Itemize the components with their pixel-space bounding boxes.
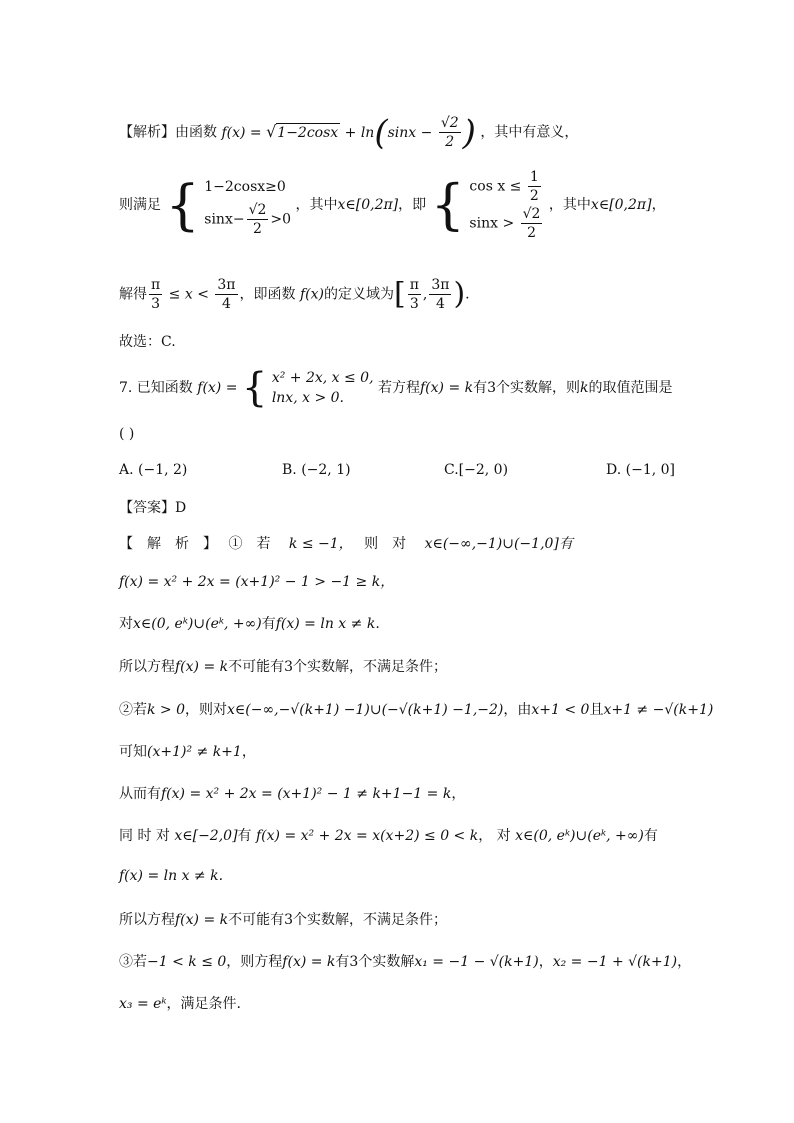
q7-row-2: lnx, x > 0. (271, 390, 344, 406)
solution-line-2: f(x) = x² + 2x = (x+1)² − 1 > −1 ≥ k， (119, 574, 395, 590)
pick-line: 故选：C. (119, 334, 176, 350)
condition-range-2: x∈[0,2π] (590, 197, 652, 213)
solve-middle: ，即函数 (239, 286, 296, 303)
analysis-line-1 (119, 114, 684, 154)
condition-system-1: { 1−2cosx≥0 sinx− $\frac{√2}{2}$ >0 (165, 173, 292, 237)
condition-mid-2: ，即 (398, 197, 427, 213)
analysis-tail: ，其中有意义， (480, 124, 579, 141)
condition-prefix: 则满足 (119, 197, 161, 213)
condition-row-4: sinx > $\frac{√2}{2}$ (469, 206, 541, 241)
condition-mid-3: ，其中 (548, 197, 591, 213)
choice-a: A. (−1, 2) (119, 462, 188, 478)
solution-line-10: 所以方程f(x) = k不可能有3个实数解，不满足条件； (119, 912, 448, 928)
choice-c: C.[−2, 0) (444, 462, 509, 478)
analysis-intro: 由函数 (175, 124, 217, 141)
solution-line-7: 从而有f(x) = x² + 2x = (x+1)² − 1 ≠ k+1−1 = k， (119, 786, 466, 802)
answer-line: 【答案】D (119, 500, 187, 516)
condition-range-1: x∈[0,2π] (337, 197, 399, 213)
q7-paren: ( ) (119, 426, 135, 442)
choice-d: D. (−1, 0] (606, 462, 676, 478)
q7-text2: 有3个实数解，则 (473, 380, 581, 396)
choice-b: B. (−2, 1) (282, 462, 351, 478)
question-number: 7. 已知函数 (119, 380, 193, 396)
condition-line: 则满足 { 1−2cosx≥0 sinx− $\frac{√2}{2}$ >0 ，其中x∈[0,2π]，即 { cos x ≤ $\frac{1}{2}$ sinx > $\frac{√2}{2}$ ，其中x∈[0,2π]， (119, 169, 666, 241)
condition-row-3: cos x ≤ $\frac{1}{2}$ (469, 169, 539, 204)
function-expression: f(x) = √1−2cosx + ln(sinx − $\frac{√2}{2}$ ) (221, 112, 476, 153)
analysis-label: 【解析】 (119, 124, 175, 141)
solution-line-5: ②若k > 0，则对x∈(−∞,−√(k+1) −1)∪(−√(k+1) −1,−2)，由x+1 < 0且x+1 ≠ −√(k+1) (119, 702, 714, 718)
solve-prefix: 解得 (119, 286, 147, 303)
q7-text: 若方程 (378, 380, 420, 396)
solve-domain-text: 的定义域为 (323, 286, 394, 303)
q7-eq: f(x) = k (420, 380, 474, 396)
solution-line-6: 可知(x+1)² ≠ k+1， (119, 744, 256, 760)
condition-system-2: { cos x ≤ $\frac{1}{2}$ sinx > $\frac{√2}{2}$ (431, 168, 545, 242)
solve-line: 解得 $\frac{\pi}{3}$ ≤ x < $\frac{3\pi}{4}$ ，即函数 f(x)的定义域为[ $\frac{\pi}{3}$ , $\frac{3\pi}{4}$ ). (119, 276, 470, 312)
condition-row-1: 1−2cosx≥0 (204, 178, 286, 195)
solution-line-9: f(x) = ln x ≠ k. (119, 868, 224, 884)
solution-line-8: 同 时 对 x∈[−2,0]有 f(x) = x² + 2x = x(x+2) ≤ 0 < k， 对 x∈(0, eᵏ)∪(eᵏ, +∞)有 (119, 828, 658, 844)
q7-piecewise: { x² + 2x, x ≤ 0, lnx, x > 0. (241, 365, 374, 411)
solution-line-4: 所以方程f(x) = k不可能有3个实数解，不满足条件； (119, 659, 448, 675)
q7-row-1: x² + 2x, x ≤ 0, (271, 370, 374, 386)
solution-line-12: x₃ = eᵏ，满足条件. (119, 996, 241, 1012)
q7-text3: 的取值范围是 (588, 380, 673, 396)
condition-row-2: sinx− $\frac{√2}{2}$ >0 (204, 201, 292, 237)
solution-line-1: 【 解 析 】 ① 若 k ≤ −1， 则 对 x∈(−∞,−1)∪(−1,0]有 (119, 536, 573, 552)
condition-mid-1: ，其中 (295, 197, 338, 213)
question-7: 7. 已知函数 f(x) = { x² + 2x, x ≤ 0, lnx, x > 0. 若方程f(x) = k有3个实数解，则k的取值范围是 (119, 365, 673, 411)
solution-line-11: ③若−1 < k ≤ 0，则方程f(x) = k有3个实数解x₁ = −1 − √(k+1)，x₂ = −1 + √(k+1)， (119, 954, 692, 970)
solution-line-3: 对x∈(0, eᵏ)∪(eᵏ, +∞)有f(x) = ln x ≠ k. (119, 616, 380, 632)
